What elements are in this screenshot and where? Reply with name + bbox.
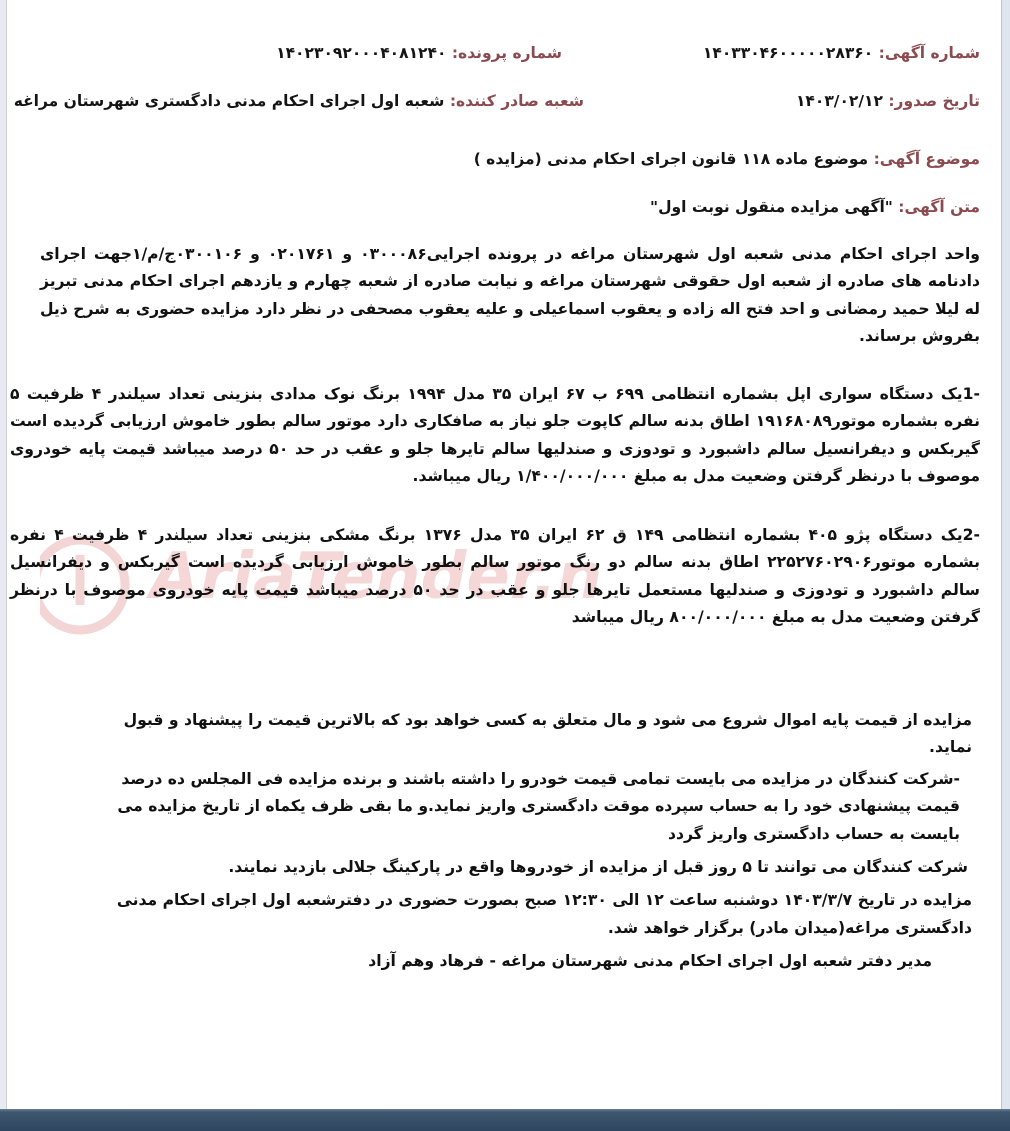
note-auction-date: مزایده در تاریخ ۱۴۰۳/۳/۷ دوشنبه ساعت ۱۲ الی ۱۲:۳۰ صبح بصورت حضوری در دفترشعبه اول اجرای احکام مدنی دادگستری مراغه(میدان مادر) برگزار خواهد شد. (116, 891, 972, 937)
note-start-price: مزایده از قیمت پایه اموال شروع می شود و مال متعلق به کسی خواهد بود که بالاترین قیمت را پیشنهاد و قبول نماید. (123, 711, 972, 757)
signature: مدیر دفتر شعبه اول اجرای احکام مدنی شهرستان مراغه - فرهاد وهم آزاد (368, 952, 932, 971)
ad-number-label: شماره آگهی: (878, 44, 980, 62)
intro-paragraph: واحد اجرای احکام مدنی شعبه اول شهرستان مراغه در پرونده اجرایی۰۳۰۰۰۸۶ و ۰۲۰۱۷۶۱ و ۰۳۰۰۱۰۶ج/م/۱جهت اجرای دادنامه های صادره از شعبه اول حقوقی شهرستان مراغه و نیابت صادره از شعبه چهارم و یازدهم اجرای احکام مدنی تبریز له لیلا حمید رمضانی و احد فتح اله زاده و یعقوب اسماعیلی و علیه یعقوب مصحفی در نظر دارد مزایده حضوری به شرح ذیل بفروش برساند. (40, 245, 980, 346)
note-payment: -شرکت کنندگان در مزایده می بایست تمامی قیمت خودرو را داشته باشند و برنده مزایده فی المجلس ده درصد قیمت پیشنهادی خود را به حساب سپرده موقت دادگستری واریز نماید.و ما بقی ظرف یکماه از تاریخ مزایده می بایست به حساب دادگستری واریز گردد (117, 769, 960, 843)
case-number-label: شماره پرونده: (451, 44, 562, 62)
text-label: متن آگهی: (898, 198, 980, 216)
svg-text:AriaTender.net: AriaTender.n (150, 540, 600, 614)
title-row (8, 198, 994, 226)
issuer-value: شعبه اول اجرای احکام مدنی دادگستری شهرستان مراغه (13, 92, 445, 110)
item-1-paragraph: -1یک دستگاه سواری اپل بشماره انتظامی ۶۹۹ ب ۶۷ ایران ۳۵ مدل ۱۹۹۴ برنگ نوک مدادی بنزینی تعداد سیلندر ۴ ظرفیت ۵ نفره بشماره موتور۱۹۱۶۸۰۸۹ اطاق بدنه سالم کاپوت جلو نیاز به صافکاری دارد موتور سالم بطور خاموش ارزیابی گردیده است گیربکس و دیفرانسیل سالم داشبورد و تودوزی و صندلیها سالم تایرها جلو و عقب در حد ۵۰ درصد میباشد قیمت پایه خودروی موصوف با درنظر گرفتن وضعیت مدل به مبلغ ۱/۴۰۰/۰۰۰/۰۰۰ ریال میباشد. (10, 385, 980, 486)
auction-notice (8, 0, 994, 1108)
case-number (276, 44, 562, 62)
ad-number-value: ۱۴۰۳۳۰۴۶۰۰۰۰۰۲۸۳۶۰ (702, 44, 874, 62)
taskbar (0, 1109, 1010, 1131)
window-right-edge (1001, 0, 1010, 1110)
subject-value: موضوع ماده ۱۱۸ قانون اجرای احکام مدنی (مزایده ) (473, 150, 869, 168)
subject (474, 150, 980, 168)
issue-date (796, 92, 980, 110)
subject-row (8, 150, 994, 178)
issue-date-label: تاریخ صدور: (888, 92, 980, 110)
header-row-numbers (8, 44, 994, 72)
issue-date-value: ۱۴۰۳/۰۲/۱۲ (795, 92, 883, 110)
issuer (14, 92, 584, 110)
issuer-label: شعبه صادر کننده: (449, 92, 584, 110)
notes (82, 707, 972, 976)
title-value: "آگهی مزایده منقول نوبت اول" (650, 198, 893, 216)
window-left-edge (0, 0, 7, 1110)
note-visit: شرکت کنندگان می توانند تا ۵ روز قبل از مزایده از خودروها واقع در پارکینگ جلالی بازدید نمایند. (228, 858, 968, 877)
header-row-issue (8, 92, 994, 120)
notice-title (650, 198, 980, 216)
item-2-paragraph: -2یک دستگاه پژو ۴۰۵ بشماره انتظامی ۱۴۹ ق ۶۲ ایران ۳۵ مدل ۱۳۷۶ برنگ مشکی بنزینی تعداد سیلندر ۴ ظرفیت ۴ نفره بشماره موتور۲۲۵۲۷۶۰۲۹۰۶ اطاق بدنه سالم دو رنگ موتور سالم بطور خاموش ارزیابی گردیده است گیربکس و دیفرانسیل سالم داشبورد و تودوزی و صندلیها مستعمل تایرها جلو و عقب در حد ۵۰ درصد میباشد قیمت پایه خودروی موصوف با درنظر گرفتن وضعیت مدل به مبلغ ۸۰۰/۰۰۰/۰۰۰ ریال میباشد (10, 526, 981, 627)
ad-number (703, 44, 980, 62)
case-number-value: ۱۴۰۲۳۰۹۲۰۰۰۴۰۸۱۲۴۰ (276, 44, 447, 62)
subject-label: موضوع آگهی: (873, 150, 980, 168)
